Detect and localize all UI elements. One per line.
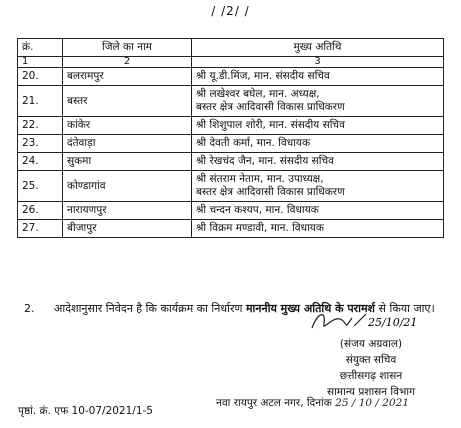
signature-stroke: [354, 314, 366, 326]
guest-line: श्री संतराम नेताम, मान. उपाध्यक्ष,: [196, 173, 324, 185]
header-chief-guest: मुख्य अतिथि: [192, 39, 444, 57]
paragraph-text-end: से किया जाए।: [375, 302, 435, 315]
guest-line: श्री चन्दन कश्यप, मान. विधायक: [196, 204, 319, 216]
column-number: 2: [63, 57, 192, 68]
place-date-prefix: नवा रायपुर अटल नगर, दिनांक: [216, 397, 332, 409]
guest-line: श्री रेखचंद जैन, मान. संसदीय सचिव: [196, 155, 334, 167]
signature-stroke: [312, 315, 352, 328]
header-district: जिले का नाम: [63, 39, 192, 57]
column-number: 3: [192, 57, 444, 68]
paragraph-text-start: आदेशानुसार निवेदन है कि कार्यक्रम का निर्धारण: [54, 302, 246, 315]
table-row: [18, 86, 444, 117]
row-guest: [192, 153, 444, 171]
signatory-department: सामान्य प्रशासन विभाग: [326, 386, 415, 398]
row-serial: 20.: [18, 68, 63, 86]
table-row: [18, 117, 444, 135]
guest-line: बस्तर क्षेत्र आदिवासी विकास प्राधिकरण: [196, 101, 345, 113]
row-serial: 26.: [18, 202, 63, 220]
table-header-row: [18, 39, 444, 57]
row-serial: 25.: [18, 171, 63, 202]
guest-line: श्री देवती कर्मा, मान. विधायक: [196, 137, 311, 149]
paragraph-text-bold: माननीय मुख्य अतिथि के परामर्श: [245, 302, 376, 315]
row-district: कांकेर: [63, 117, 192, 135]
row-district: सुकमा: [63, 153, 192, 171]
row-guest: [192, 135, 444, 153]
row-district: बलरामपुर: [63, 68, 192, 86]
guest-line: बस्तर क्षेत्र आदिवासी विकास प्राधिकरण: [196, 186, 345, 198]
row-guest: [192, 86, 444, 117]
row-district: कोण्डागांव: [63, 171, 192, 202]
issue-date: 25 / 10 / 2021: [335, 397, 410, 409]
row-serial: 24.: [18, 153, 63, 171]
row-guest: [192, 171, 444, 202]
column-number: 1: [18, 57, 63, 68]
row-district: बस्तर: [63, 86, 192, 117]
signatory-designation: संयुक्त सचिव: [345, 354, 397, 366]
handwritten-signature: [304, 306, 424, 336]
signature-date: 25/10/21: [368, 316, 418, 329]
row-serial: 22.: [18, 117, 63, 135]
table-row: [18, 202, 444, 220]
guest-table: [17, 38, 444, 238]
table-row: [18, 153, 444, 171]
table-row: [18, 68, 444, 86]
signatory-name: (संजय अग्रवाल): [339, 338, 403, 350]
guest-line: श्री यू.डी.मिंज, मान. संसदीय सचिव: [196, 70, 330, 82]
guest-line: श्री विक्रम मण्डावी, मान. विधायक: [196, 222, 324, 234]
row-district: बीजापुर: [63, 220, 192, 238]
row-serial: 21.: [18, 86, 63, 117]
row-guest: [192, 68, 444, 86]
table-row: [18, 171, 444, 202]
header-serial: क्रं.: [18, 39, 63, 57]
row-district: दंतेवाड़ा: [63, 135, 192, 153]
row-serial: 27.: [18, 220, 63, 238]
row-guest: [192, 117, 444, 135]
reference-number: पृष्ठां. क्रं. एफ 10-07/2021/1-5: [18, 405, 153, 417]
row-guest: [192, 202, 444, 220]
table-row: [18, 135, 444, 153]
row-district: नारायणपुर: [63, 202, 192, 220]
guest-line: श्री शिशुपाल शोरी, मान. संसदीय सचिव: [196, 119, 345, 131]
place-date: [216, 396, 409, 410]
row-serial: 23.: [18, 135, 63, 153]
paragraph-number: 2.: [24, 302, 35, 315]
signatory-block: [296, 336, 446, 400]
page-number: / /2/ /: [211, 4, 250, 18]
table-row: [18, 220, 444, 238]
signatory-government: छत्तीसगढ़ शासन: [339, 370, 403, 382]
column-number-row: [18, 57, 444, 68]
row-guest: [192, 220, 444, 238]
guest-line: श्री लखेश्वर बघेल, मान. अध्यक्ष,: [196, 88, 320, 100]
